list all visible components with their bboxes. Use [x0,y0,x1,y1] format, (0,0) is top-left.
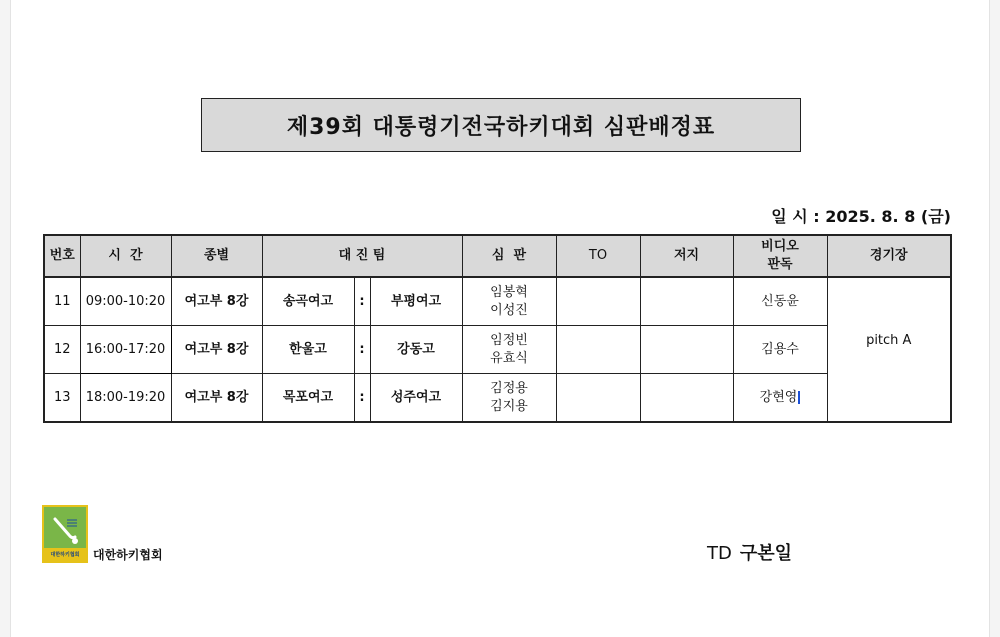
row-reserve [640,277,733,326]
table-row [44,374,951,423]
logo-label: 대한하키협회 [44,548,86,561]
schedule-table [43,234,952,423]
text-cursor [798,391,800,404]
hockey-association-logo [42,505,88,563]
referee-1: 임봉혁 [490,284,528,300]
row-to [556,277,640,326]
row-no: 11 [44,277,80,326]
td-label: TD [707,543,732,564]
referee-1: 임정빈 [490,332,528,348]
video-name: 강현영 [759,389,798,405]
row-reserve [640,374,733,423]
row-reserve [640,326,733,374]
row-team-b: 강동고 [370,326,462,374]
row-video [733,374,827,423]
row-referees [462,277,556,326]
table-header-row [44,235,951,277]
venue-cell: pitch A [827,277,951,422]
row-separator: : [354,326,370,374]
referee-2: 유효식 [490,350,528,366]
td-name: 구본일 [739,543,793,564]
row-team-b: 성주여고 [370,374,462,423]
header-venue: 경기장 [827,235,951,277]
header-reserve: 저지 [640,235,733,277]
row-team-a: 송곡여고 [262,277,354,326]
row-separator: : [354,374,370,423]
row-time: 16:00-17:20 [80,326,171,374]
table-row [44,277,951,326]
row-time: 18:00-19:20 [80,374,171,423]
row-video: 신동윤 [733,277,827,326]
header-video [733,235,827,277]
table-row [44,326,951,374]
row-team-a: 목포여고 [262,374,354,423]
header-no: 번호 [44,235,80,277]
header-referee: 심 판 [462,235,556,277]
hockey-stick-icon [53,517,79,545]
row-referees [462,374,556,423]
header-video-line1: 비디오 [761,239,799,255]
row-time: 09:00-10:20 [80,277,171,326]
row-video: 김용수 [733,326,827,374]
referee-2: 김지용 [490,398,528,414]
td-signature [707,539,792,565]
document-title [201,98,801,152]
row-category: 여고부 8강 [171,326,262,374]
row-team-b: 부평여고 [370,277,462,326]
row-to [556,374,640,423]
row-category: 여고부 8강 [171,374,262,423]
row-separator: : [354,277,370,326]
header-video-line2: 판독 [767,257,793,272]
header-match: 대 진 팀 [262,235,462,277]
header-category: 종별 [171,235,262,277]
header-to: TO [556,235,640,277]
document-page [10,0,990,637]
row-no: 12 [44,326,80,374]
title-text: 제39회 대통령기전국하키대회 심판배정표 [286,114,716,140]
association-name: 대한하키협회 [93,548,163,562]
row-no: 13 [44,374,80,423]
row-to [556,326,640,374]
row-referees [462,326,556,374]
referee-1: 김정용 [490,380,528,396]
header-time: 시 간 [80,235,171,277]
date-line: 일 시 : 2025. 8. 8 (금) [771,207,951,226]
referee-2: 이성진 [490,302,528,318]
row-category: 여고부 8강 [171,277,262,326]
row-team-a: 한울고 [262,326,354,374]
